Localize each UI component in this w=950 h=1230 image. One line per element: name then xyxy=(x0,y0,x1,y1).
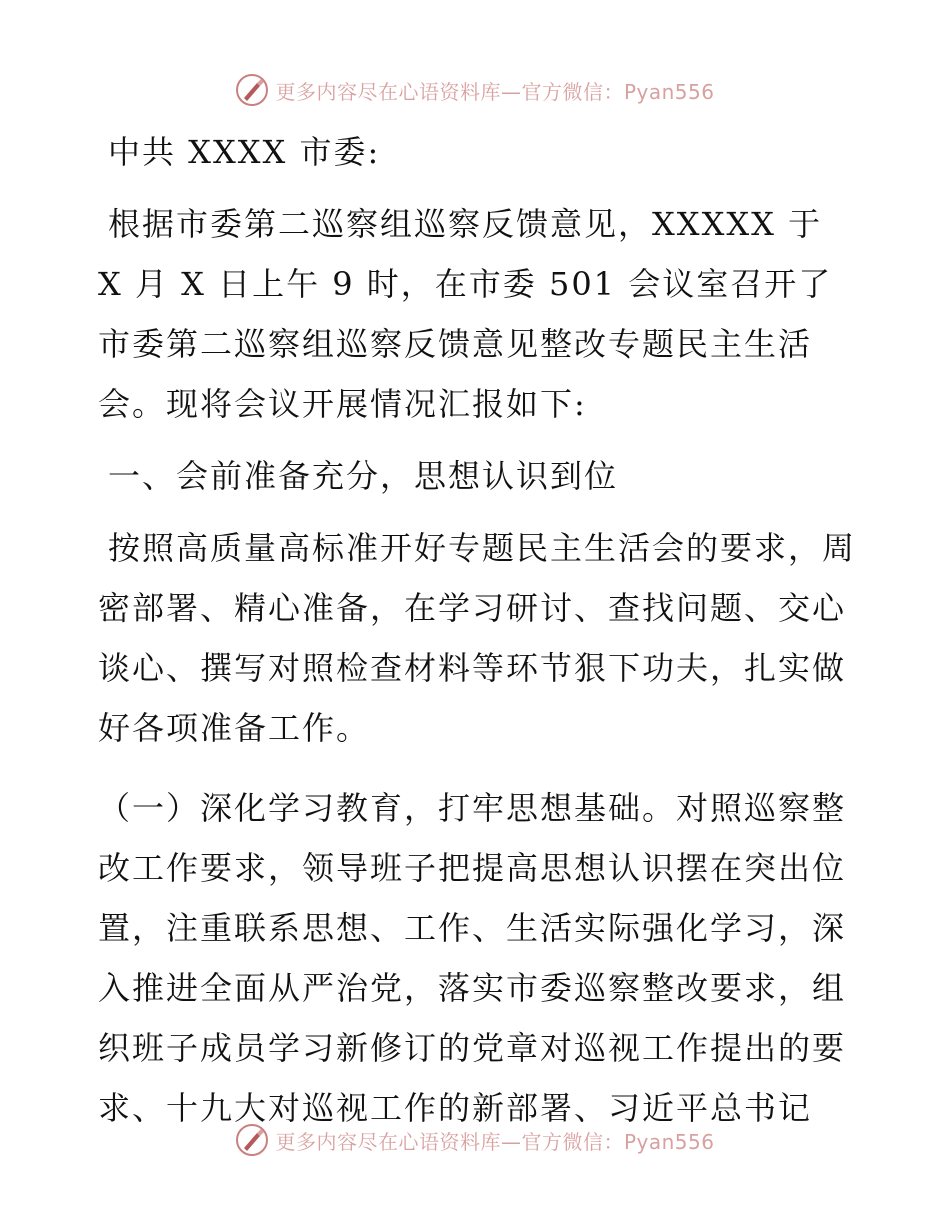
subsection-paragraph: （一）深化学习教育，打牢思想基础。对照巡察整改工作要求，领导班子把提高思想认识摆在突出位置，注重联系思想、工作、生活实际强化学习，深入推进全面从严治党，落实市委巡察整改要求，组织班子成员学习新修订的党章对巡视工作提出的要求、十九大对巡视工作的新部署、习近平总书记 xyxy=(98,789,847,1127)
watermark-text: 更多内容尽在心语资料库—官方微信：Pyan556 xyxy=(275,79,715,104)
section-heading: 一、会前准备充分，思想认识到位 xyxy=(108,457,619,495)
salutation: 中共 XXXX 市委: xyxy=(108,133,381,171)
pen-logo-icon xyxy=(235,1123,269,1157)
pen-logo-icon xyxy=(235,73,269,107)
section-paragraph: 按照高质量高标准开好专题民主生活会的要求，周密部署、精心准备，在学习研讨、查找问题、交心谈心、撰写对照检查材料等环节狠下功夫，扎实做好各项准备工作。 xyxy=(98,529,857,747)
header-watermark xyxy=(0,70,950,110)
watermark-text: 更多内容尽在心语资料库—官方微信：Pyan556 xyxy=(275,1129,715,1154)
intro-paragraph: 根据市委第二巡察组巡察反馈意见，XXXXX 于 X 月 X 日上午 9 时，在市委 501 会议室召开了市委第二巡察组巡察反馈意见整改专题民主生活会。现将会议开展情况汇报如下: xyxy=(98,205,833,423)
document-body xyxy=(98,122,858,1138)
footer-watermark xyxy=(0,1120,950,1160)
